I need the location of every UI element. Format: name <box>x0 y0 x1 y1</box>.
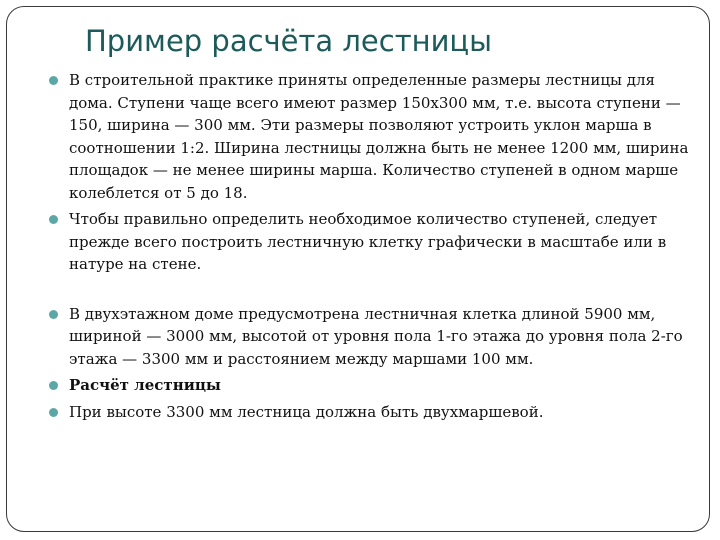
bullet-dot-icon <box>49 408 58 417</box>
list-item <box>69 69 691 204</box>
bullet-text-bold: Расчёт лестницы <box>69 376 221 394</box>
list-item <box>69 303 691 371</box>
bullet-list <box>69 69 691 427</box>
slide-frame <box>6 6 710 532</box>
bullet-text: Чтобы правильно определить необходимое количество ступеней, следует прежде всего построить лестничную клетку графически в масштабе или в натуре на стене. <box>69 210 667 273</box>
bullet-text: В строительной практике приняты определенные размеры лестницы для дома. Ступени чаще всего имеют размер 150х300 мм, т.е. высота ступени — 150, ширина — 300 мм. Эти размеры позволяют устроить уклон марша в соотношении 1:2. Ширина лестницы должна быть не менее 1200 мм, ширина площадок — не менее ширины марша. Количество ступеней в одном марше колеблется от 5 до 18. <box>69 71 689 202</box>
bullet-dot-icon <box>49 215 58 224</box>
bullet-text: В двухэтажном доме предусмотрена лестничная клетка длиной 5900 мм, шириной — 3000 мм, высотой от уровня пола 1-го этажа до уровня пола 2-го этажа — 3300 мм и расстоянием между маршами 100 мм. <box>69 304 683 368</box>
list-item <box>69 208 691 276</box>
bullet-text: При высоте 3300 мм лестница должна быть двухмаршевой. <box>69 402 544 421</box>
bullet-dot-icon <box>49 76 58 85</box>
list-item <box>69 374 691 397</box>
slide-title: Пример расчёта лестницы <box>85 24 493 58</box>
bullet-dot-icon <box>49 310 58 319</box>
bullet-dot-icon <box>49 381 58 390</box>
list-item <box>69 401 691 424</box>
